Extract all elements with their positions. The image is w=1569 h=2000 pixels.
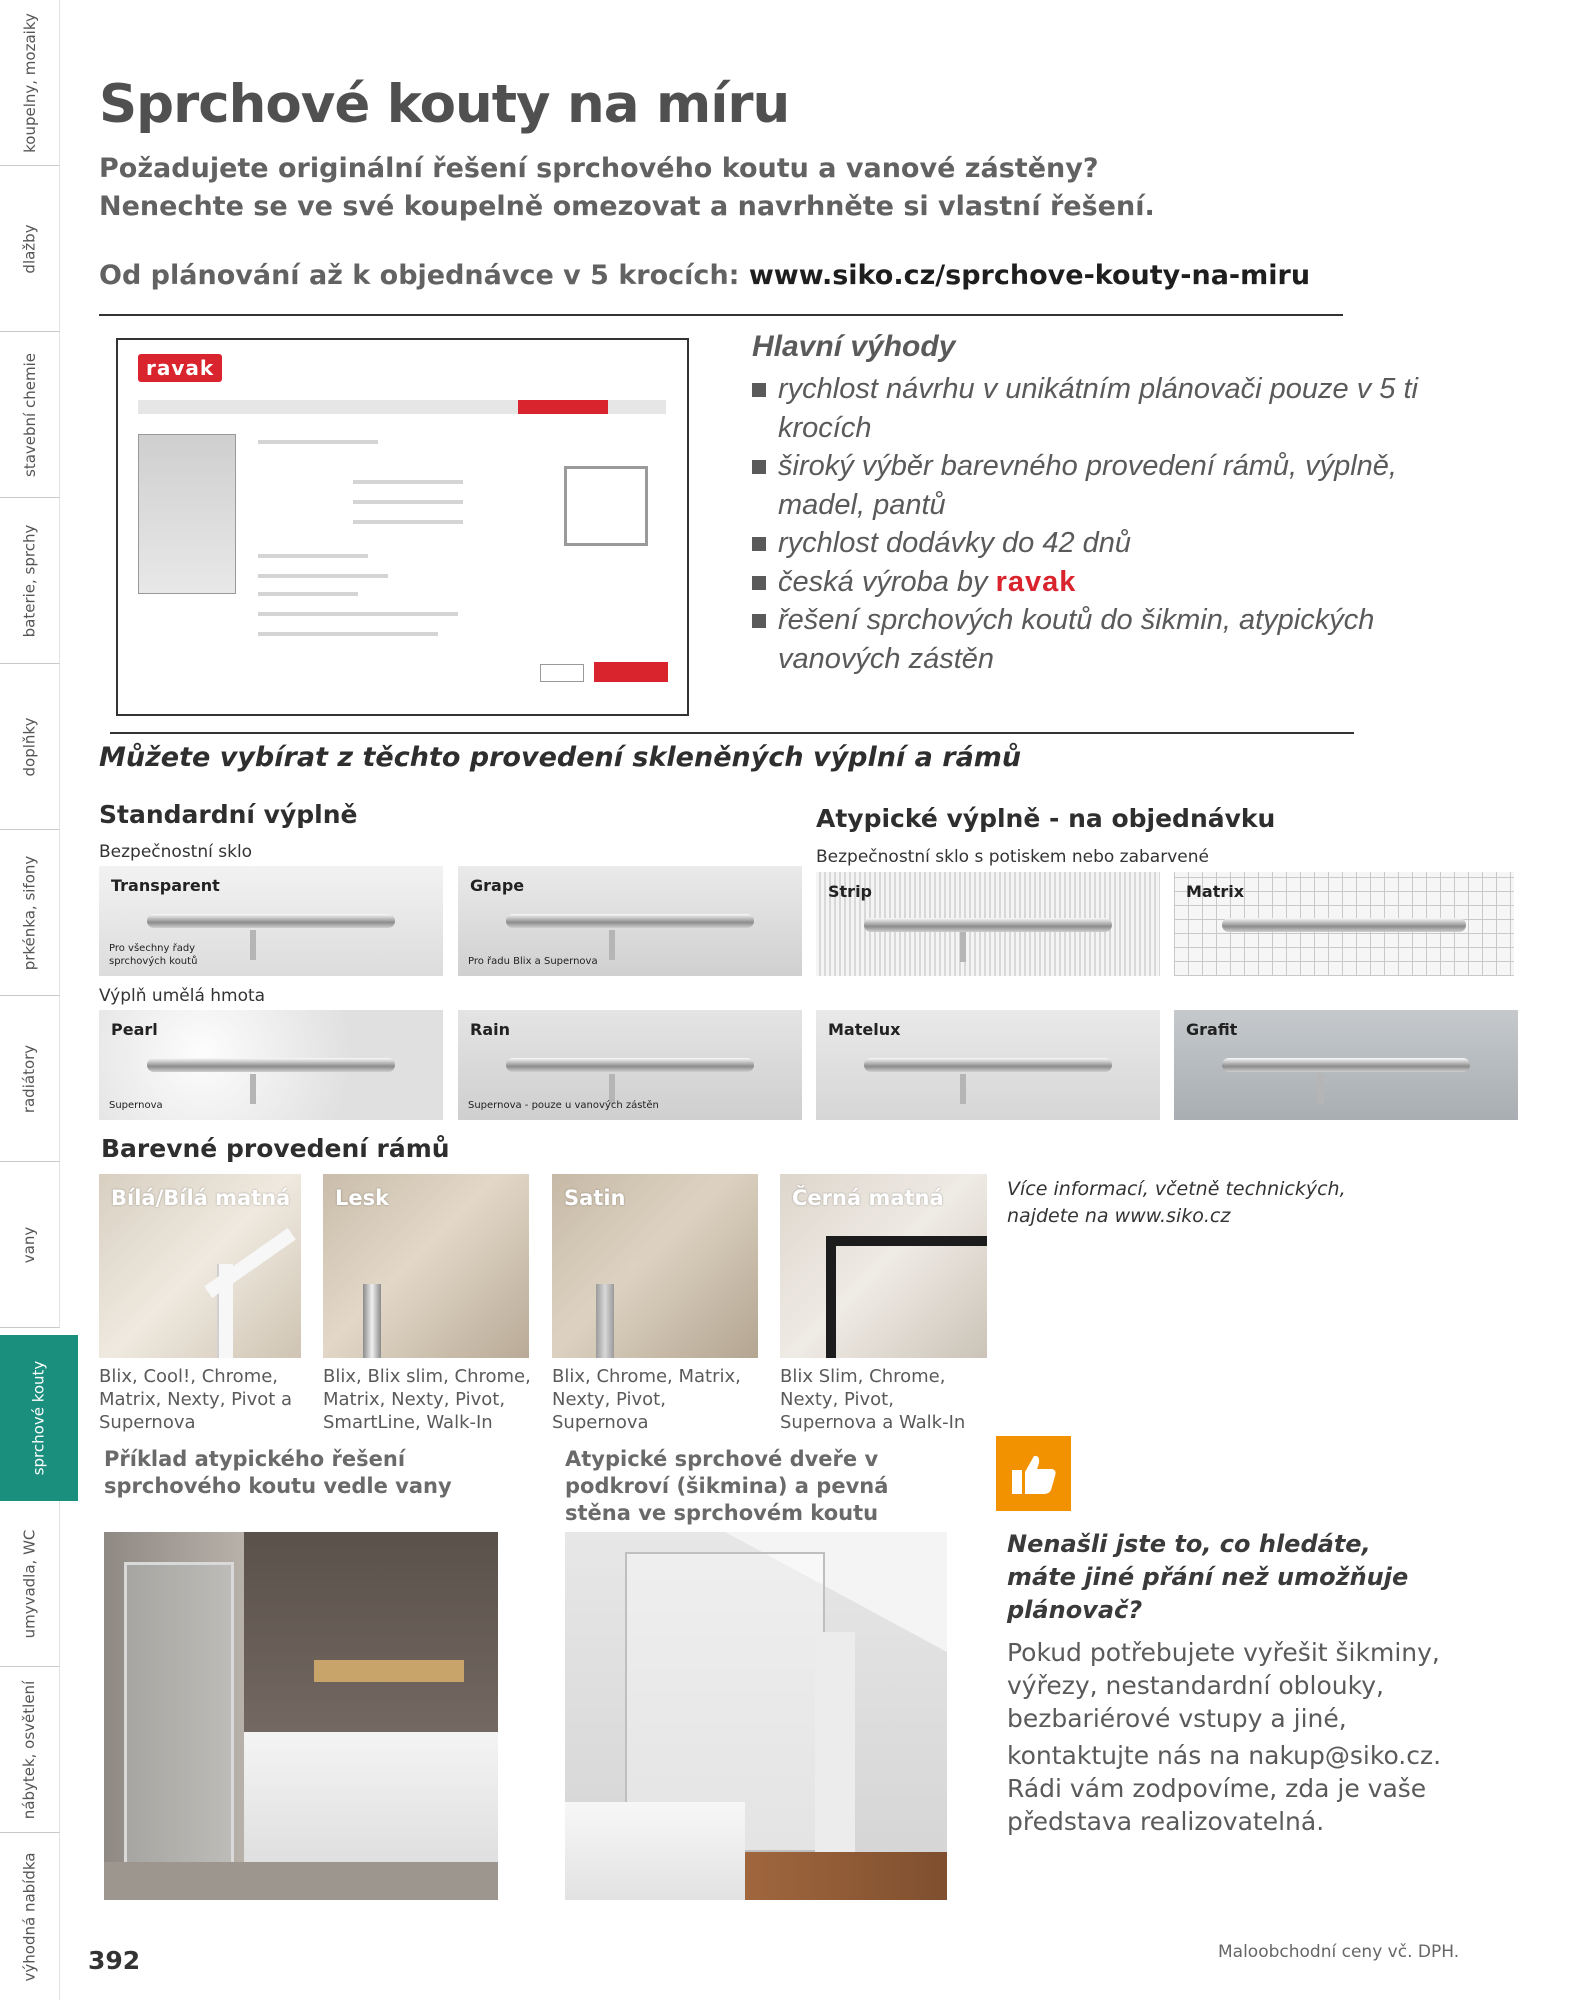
sidebar-item-stavebni-chemie[interactable]: stavební chemie <box>0 332 60 498</box>
sidebar-item-vyhodna-nabidka[interactable]: výhodná nabídka <box>0 1833 60 2000</box>
advantages-list <box>752 370 1432 678</box>
frame-satin-caption: Blix, Chrome, Matrix, Nexty, Pivot, Supernova <box>552 1366 741 1433</box>
planner-next-button <box>594 662 668 682</box>
fill-transparent[interactable]: Transparent Pro všechny řady sprchových koutů <box>99 866 443 976</box>
fill-matrix[interactable]: Matrix <box>1174 872 1514 976</box>
sidebar-item-vany[interactable]: vany <box>0 1162 60 1328</box>
safety-glass-label: Bezpečnostní sklo <box>99 842 253 862</box>
list-item: česká výroba by ravak <box>752 563 1432 602</box>
fill-strip[interactable]: Strip <box>816 872 1160 976</box>
ravak-logo: ravak <box>138 354 222 382</box>
ravak-brand: ravak <box>995 565 1077 598</box>
frames-title: Barevné provedení rámů <box>101 1134 450 1163</box>
fill-rain[interactable]: Rain Supernova - pouze u vanových zástěn <box>458 1010 802 1120</box>
frame-white-caption: Blix, Cool!, Chrome, Matrix, Nexty, Pivot a Supernova <box>99 1366 293 1433</box>
page-number: 392 <box>88 1946 141 1975</box>
frame-cerna-matna[interactable]: Černá matná <box>780 1174 987 1358</box>
more-info-text: Více informací, včetně technických, najdete na www.siko.cz <box>1007 1178 1346 1227</box>
thumbs-up-icon <box>996 1436 1071 1511</box>
fills-heading: Můžete vybírat z těchto provedení skleněných výplní a rámů <box>99 742 1022 773</box>
divider <box>110 732 1354 734</box>
plastic-fill-label: Výplň umělá hmota <box>99 986 266 1006</box>
sidebar-item-doplnky[interactable]: doplňky <box>0 664 60 830</box>
planner-back-button <box>540 664 584 682</box>
sidebar-item-dlazby[interactable]: dlažby <box>0 166 60 332</box>
list-item: rychlost dodávky do 42 dnů <box>752 524 1432 563</box>
fill-grafit[interactable]: Grafit <box>1174 1010 1518 1120</box>
example-photo-bathtub <box>104 1532 498 1900</box>
planner-step-bar <box>138 400 666 414</box>
fill-grape[interactable]: Grape Pro řadu Blix a Supernova <box>458 866 802 976</box>
sidebar-item-umyvadla[interactable]: umyvadla, WC <box>0 1501 60 1667</box>
planner-link[interactable]: www.siko.cz/sprchove-kouty-na-miru <box>748 260 1311 291</box>
frame-lesk-caption: Blix, Blix slim, Chrome, Matrix, Nexty, Pivot, SmartLine, Walk-In <box>323 1366 531 1433</box>
sidebar-item-sprchove-kouty[interactable]: sprchové kouty <box>0 1335 78 1501</box>
planner-preview-image <box>138 434 236 594</box>
sidebar-item-radiatory[interactable]: radiátory <box>0 996 60 1162</box>
list-item: řešení sprchových koutů do šikmin, atypických vanových zástěn <box>752 601 1432 678</box>
atypical-fills-subtitle: Bezpečnostní sklo s potiskem nebo zabarvené <box>816 847 1209 867</box>
advantages-title: Hlavní výhody <box>752 330 956 363</box>
sidebar-item-koupelny[interactable]: koupelny, mozaiky <box>0 0 60 166</box>
standard-fills-title: Standardní výplně <box>99 800 358 829</box>
frame-lesk[interactable]: Lesk <box>323 1174 529 1358</box>
list-item: široký výběr barevného provedení rámů, výplně, madel, pantů <box>752 447 1432 524</box>
atypical-fills-title: Atypické výplně - na objednávku <box>816 804 1276 833</box>
cta-body: Pokud potřebujete vyřešit šikminy, výřezy, nestandardní oblouky, bezbariérové vstupy a jiné, kontaktujte nás na nakup@siko.cz. Rádi vám zodpovíme, zda je vaše představa realizovatelná. <box>1007 1638 1442 1836</box>
planner-diagram <box>564 466 648 546</box>
steps-line: Od plánování až k objednávce v 5 krocích: www.siko.cz/sprchove-kouty-na-miru <box>99 260 1311 291</box>
planner-screenshot <box>116 338 689 716</box>
fill-pearl[interactable]: Pearl Supernova <box>99 1010 443 1120</box>
divider <box>99 314 1343 316</box>
example-right-caption: Atypické sprchové dveře v podkroví (šikmina) a pevná stěna ve sprchovém koutu <box>565 1447 889 1525</box>
sidebar-item-baterie[interactable]: baterie, sprchy <box>0 498 60 664</box>
page-title: Sprchové kouty na míru <box>99 74 790 135</box>
sidebar-item-prkenka[interactable]: prkénka, sifony <box>0 830 60 996</box>
example-photo-attic <box>565 1532 947 1900</box>
list-item: rychlost návrhu v unikátním plánovači pouze v 5 ti krocích <box>752 370 1432 447</box>
sidebar-nav <box>0 0 60 2000</box>
cta-title: Nenašli jste to, co hledáte, máte jiné přání než umožňuje plánovač? <box>1007 1530 1409 1624</box>
example-left-caption: Příklad atypického řešení sprchového koutu vedle vany <box>104 1447 452 1498</box>
frame-white[interactable]: Bílá/Bílá matná <box>99 1174 301 1358</box>
frame-cerna-caption: Blix Slim, Chrome, Nexty, Pivot, Supernova a Walk-In <box>780 1366 966 1433</box>
fill-matelux[interactable]: Matelux <box>816 1010 1160 1120</box>
page-subtitle: Požadujete originální řešení sprchového koutu a vanové zástěny? Nenechte se ve své koupelně omezovat a navrhněte si vlastní řešení. <box>99 153 1155 222</box>
price-note: Maloobchodní ceny vč. DPH. <box>1218 1942 1460 1962</box>
frame-satin[interactable]: Satin <box>552 1174 758 1358</box>
sidebar-item-nabytek[interactable]: nábytek, osvětlení <box>0 1667 60 1833</box>
